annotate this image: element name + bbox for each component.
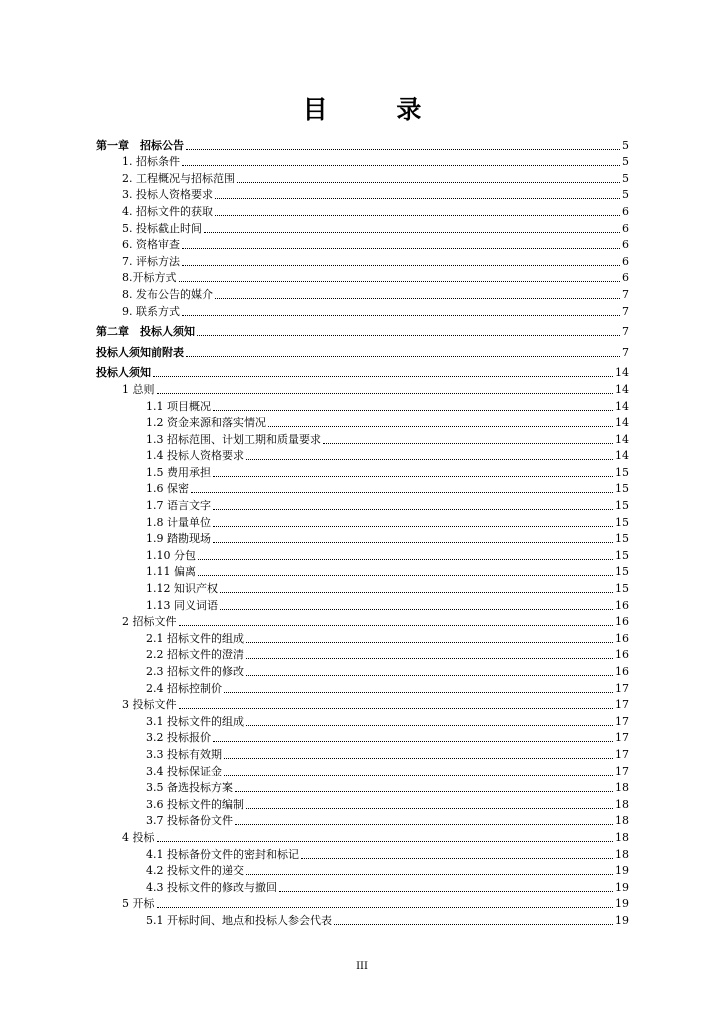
toc-dot-leader [179, 707, 614, 709]
page-title: 目 录 [302, 95, 452, 124]
toc-entry-title: 1.5 费用承担 [146, 465, 211, 479]
toc-dot-leader [213, 508, 613, 510]
toc-entry[interactable] [96, 414, 629, 431]
toc-entry[interactable] [96, 219, 629, 236]
toc-entry-title: 第二章 投标人须知 [96, 325, 195, 339]
toc-entry-page: 18 [615, 830, 629, 844]
toc-dot-leader [301, 857, 613, 859]
toc-entry-page: 7 [622, 287, 629, 301]
toc-entry-title: 3.2 投标报价 [146, 731, 211, 745]
toc-entry-page: 17 [615, 698, 629, 712]
toc-dot-leader [215, 214, 620, 216]
toc-dot-leader [182, 314, 620, 316]
toc-dot-leader [246, 641, 613, 643]
toc-chapter-entry[interactable] [96, 323, 629, 340]
toc-entry-title: 3.6 投标文件的编制 [146, 797, 244, 811]
toc-entry-page: 19 [615, 880, 629, 894]
toc-entry[interactable] [96, 895, 629, 912]
toc-entry-page: 6 [622, 254, 629, 268]
toc-dot-leader [157, 906, 614, 908]
toc-entry[interactable] [96, 745, 629, 762]
toc-dot-leader [235, 790, 613, 792]
toc-entry-title: 7. 评标方法 [122, 254, 180, 268]
toc-entry[interactable] [96, 579, 629, 596]
toc-entry-page: 5 [622, 155, 629, 169]
toc-dot-leader [157, 840, 614, 842]
toc-entry-page: 5 [622, 171, 629, 185]
toc-entry-title: 1.13 同义词语 [146, 598, 218, 612]
toc-entry-page: 19 [615, 897, 629, 911]
toc-entry-title: 3.5 备选投标方案 [146, 781, 233, 795]
toc-dot-leader [198, 574, 613, 576]
toc-entry-title: 1.8 计量单位 [146, 515, 211, 529]
toc-entry-page: 15 [615, 515, 629, 529]
toc-chapter-entry[interactable] [96, 343, 629, 360]
toc-entry-title: 3.4 投标保证金 [146, 764, 222, 778]
page-number: III [356, 961, 368, 972]
toc-entry[interactable] [96, 302, 629, 319]
toc-entry[interactable] [96, 463, 629, 480]
toc-entry-title: 4 投标 [122, 830, 155, 844]
toc-entry-title: 投标人须知 [96, 366, 151, 380]
toc-entry-title: 1.3 招标范围、计划工期和质量要求 [146, 432, 321, 446]
toc-dot-leader [246, 674, 613, 676]
toc-dot-leader [224, 774, 613, 776]
toc-entry-page: 18 [615, 814, 629, 828]
toc-entry-page: 14 [615, 449, 629, 463]
toc-entry[interactable] [96, 236, 629, 253]
toc-dot-leader [334, 923, 613, 925]
toc-entry-title: 1. 招标条件 [122, 155, 180, 169]
toc-dot-leader [220, 591, 613, 593]
toc-entry-title: 1.2 资金来源和落实情况 [146, 416, 266, 430]
toc-entry-title: 1.6 保密 [146, 482, 189, 496]
toc-entry[interactable] [96, 712, 629, 729]
toc-entry-title: 5 开标 [122, 897, 155, 911]
toc-entry-page: 17 [615, 764, 629, 778]
toc-dot-leader [237, 181, 620, 183]
toc-chapter-entry[interactable] [96, 364, 629, 381]
toc-entry-page: 19 [615, 864, 629, 878]
toc-entry[interactable] [96, 202, 629, 219]
toc-entry[interactable] [96, 563, 629, 580]
toc-entry[interactable] [96, 679, 629, 696]
toc-entry-page: 16 [615, 615, 629, 629]
toc-entry-title: 3.3 投标有效期 [146, 747, 222, 761]
toc-entry[interactable] [96, 795, 629, 812]
toc-entry-title: 6. 资格审查 [122, 238, 180, 252]
toc-entry-title: 投标人须知前附表 [96, 345, 184, 359]
toc-dot-leader [197, 334, 620, 336]
toc-entry[interactable] [96, 828, 629, 845]
toc-dot-leader [268, 425, 613, 427]
toc-entry-title: 1.11 偏离 [146, 565, 196, 579]
toc-entry-page: 18 [615, 847, 629, 861]
toc-entry-page: 5 [622, 188, 629, 202]
toc-entry-title: 2.1 招标文件的组成 [146, 631, 244, 645]
toc-entry-page: 7 [622, 304, 629, 318]
toc-entry[interactable] [96, 911, 629, 928]
toc-entry-title: 2.4 招标控制价 [146, 681, 222, 695]
toc-entry-title: 5. 投标截止时间 [122, 221, 202, 235]
toc-entry[interactable] [96, 779, 629, 796]
toc-entry[interactable] [96, 397, 629, 414]
toc-dot-leader [213, 541, 613, 543]
toc-dot-leader [182, 264, 620, 266]
toc-entry-title: 2 招标文件 [122, 615, 177, 629]
toc-entry[interactable] [96, 762, 629, 779]
toc-entry-page: 14 [615, 366, 629, 380]
toc-entry[interactable] [96, 878, 629, 895]
toc-entry[interactable] [96, 613, 629, 630]
toc-entry-title: 第一章 招标公告 [96, 138, 184, 152]
toc-entry[interactable] [96, 596, 629, 613]
toc-entry[interactable] [96, 662, 629, 679]
toc-entry-title: 1.4 投标人资格要求 [146, 449, 244, 463]
toc-entry-title: 3. 投标人资格要求 [122, 188, 213, 202]
toc-entry-page: 15 [615, 548, 629, 562]
toc-entry[interactable] [96, 430, 629, 447]
toc-dot-leader [246, 657, 613, 659]
toc-dot-leader [213, 740, 613, 742]
toc-chapter-entry[interactable] [96, 136, 629, 153]
toc-dot-leader [246, 724, 613, 726]
toc-dot-leader [198, 558, 613, 560]
toc-entry-page: 15 [615, 582, 629, 596]
toc-dot-leader [213, 525, 613, 527]
toc-entry[interactable] [96, 480, 629, 497]
toc-entry[interactable] [96, 646, 629, 663]
toc-dot-leader [215, 297, 620, 299]
toc-entry-page: 15 [615, 465, 629, 479]
toc-entry-title: 4.3 投标文件的修改与撤回 [146, 880, 277, 894]
toc-dot-leader [246, 458, 613, 460]
toc-entry-page: 16 [615, 665, 629, 678]
toc-entry-page: 14 [615, 416, 629, 430]
toc-entry-page: 6 [622, 221, 629, 235]
toc-entry[interactable] [96, 285, 629, 302]
toc-dot-leader [204, 231, 620, 233]
toc-entry-page: 15 [615, 499, 629, 513]
toc-entry[interactable] [96, 269, 629, 286]
toc-entry-title: 3 投标文件 [122, 698, 177, 712]
toc-dot-leader [182, 164, 620, 166]
toc-dot-leader [246, 873, 613, 875]
toc-entry-page: 15 [615, 482, 629, 496]
toc-entry-title: 4.1 投标备份文件的密封和标记 [146, 847, 299, 861]
toc-dot-leader [224, 757, 613, 759]
toc-entry-title: 4.2 投标文件的递交 [146, 864, 244, 878]
toc-dot-leader [220, 608, 613, 610]
toc-entry[interactable] [96, 696, 629, 713]
toc-dot-leader [157, 392, 614, 394]
toc-dot-leader [213, 475, 613, 477]
toc-dot-leader [246, 807, 613, 809]
toc-entry-page: 19 [615, 913, 629, 927]
toc-entry-page: 17 [615, 714, 629, 728]
toc-dot-leader [224, 691, 613, 693]
toc-entry[interactable] [96, 812, 629, 829]
toc-dot-leader [186, 148, 620, 150]
toc-entry-title: 3.1 投标文件的组成 [146, 714, 244, 728]
toc-entry-title: 2. 工程概况与招标范围 [122, 171, 235, 185]
toc-entry-title: 2.2 招标文件的澄清 [146, 648, 244, 662]
toc-entry-page: 7 [622, 325, 629, 339]
toc-dot-leader [235, 823, 613, 825]
toc-entry-page: 18 [615, 781, 629, 795]
toc-entry-title: 8. 发布公告的媒介 [122, 287, 213, 301]
toc-entry-page: 6 [622, 204, 629, 218]
toc-entry-page: 5 [622, 138, 629, 152]
toc-entry-title: 5.1 开标时间、地点和投标人参会代表 [146, 913, 332, 927]
toc-dot-leader [213, 409, 613, 411]
toc-dot-leader [279, 890, 613, 892]
toc-entry-page: 14 [615, 382, 629, 396]
toc-dot-leader [323, 442, 613, 444]
toc-dot-leader [182, 247, 620, 249]
toc-entry-page: 16 [615, 631, 629, 645]
toc-entry[interactable] [96, 530, 629, 547]
toc-entry[interactable] [96, 845, 629, 862]
toc-entry-title: 8.开标方式 [122, 271, 177, 285]
toc-entry-title: 1.12 知识产权 [146, 582, 218, 596]
toc-dot-leader [179, 624, 614, 626]
toc-dot-leader [179, 280, 621, 282]
toc-entry-page: 18 [615, 797, 629, 811]
toc-dot-leader [191, 491, 613, 493]
toc-entry-page: 6 [622, 238, 629, 252]
toc-entry-page: 14 [615, 399, 629, 413]
toc-entry-title: 9. 联系方式 [122, 304, 180, 318]
toc-entry[interactable] [96, 169, 629, 186]
toc-entry-page: 16 [615, 598, 629, 612]
toc-entry-page: 6 [622, 271, 629, 285]
toc-entry-title: 1.9 踏勘现场 [146, 532, 211, 546]
toc-entry-page: 14 [615, 432, 629, 446]
toc-entry[interactable] [96, 629, 629, 646]
toc-entry-title: 1.7 语言文字 [146, 499, 211, 513]
toc-entry-title: 2.3 招标文件的修改 [146, 665, 244, 678]
toc-entry[interactable] [96, 186, 629, 203]
toc-entry-title: 4. 招标文件的获取 [122, 204, 213, 218]
toc-entry-page: 17 [615, 731, 629, 745]
toc-entry-page: 7 [622, 345, 629, 359]
toc-entry[interactable] [96, 496, 629, 513]
toc-dot-leader [153, 375, 613, 377]
toc-entry-page: 16 [615, 648, 629, 662]
toc-entry[interactable] [96, 380, 629, 397]
toc-entry-title: 1 总则 [122, 382, 155, 396]
toc-entry[interactable] [96, 729, 629, 746]
toc-entry-title: 3.7 投标备份文件 [146, 814, 233, 828]
toc-entry-title: 1.10 分包 [146, 548, 196, 562]
toc-dot-leader [186, 355, 620, 357]
toc-entry[interactable] [96, 546, 629, 563]
toc-entry[interactable] [96, 513, 629, 530]
table-of-contents [96, 136, 629, 928]
toc-entry-page: 15 [615, 565, 629, 579]
toc-entry[interactable] [96, 252, 629, 269]
toc-entry-page: 17 [615, 747, 629, 761]
toc-entry-title: 1.1 项目概况 [146, 399, 211, 413]
toc-dot-leader [215, 197, 620, 199]
toc-entry[interactable] [96, 447, 629, 464]
toc-entry-page: 15 [615, 532, 629, 546]
toc-entry[interactable] [96, 153, 629, 170]
toc-entry-page: 17 [615, 681, 629, 695]
toc-entry[interactable] [96, 862, 629, 879]
